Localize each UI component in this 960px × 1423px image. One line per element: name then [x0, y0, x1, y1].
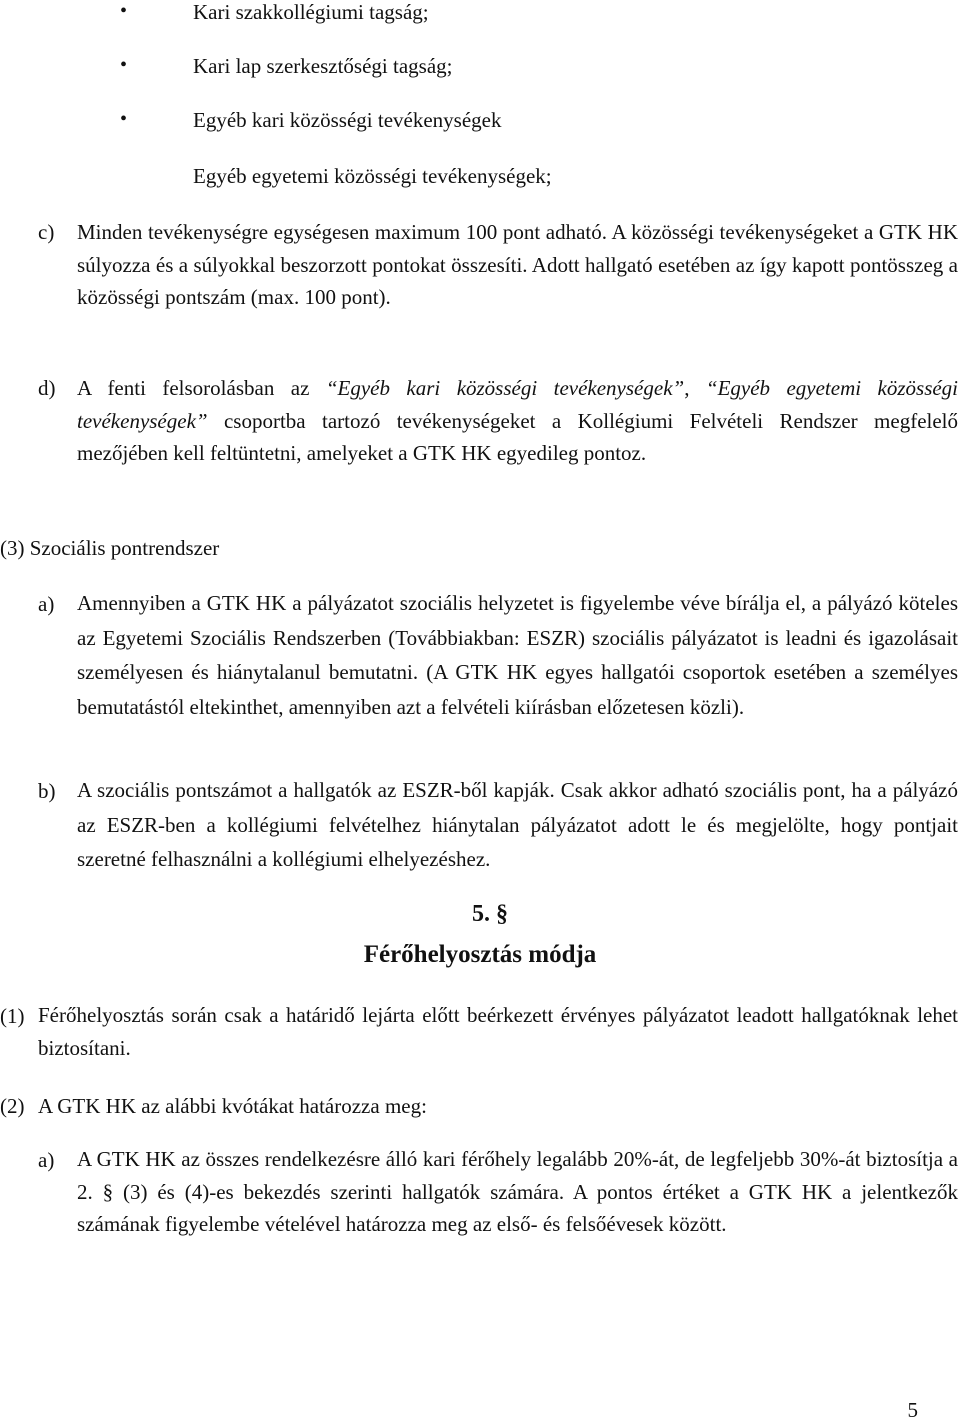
list-item-text: Egyéb egyetemi közösségi tevékenységek; [193, 164, 552, 188]
bullet-marker: • [120, 54, 128, 76]
list-item-text: Egyéb kari közösségi tevékenységek [193, 108, 502, 132]
item-d-text: A fenti felsorolásban az “Egyéb kari közösségi tevékenységek”, “Egyéb egyetemi közösségi tevékenységek” csoportba tartozó tevékenységeket a Kollégiumi Felvételi Rendszer megfelelő mezőjében kell feltüntetni, amelyeket a GTK HK egyedileg pontoz. [77, 376, 959, 466]
item-c-text: Minden tevékenységre egységesen maximum 100 pont adható. A közösségi tevékenységeket a GTK HK súlyozza és a súlyokkal beszorzott pontokat összesíti. Adott hallgató esetében az így kapott pontösszeg a közösségi pontszám (max. 100 pont). [77, 220, 958, 310]
paragraph-1-text: Férőhelyosztás során csak a határidő lejárta előtt beérkezett érvényes pályázatot leadott hallgatóknak lehet biztosítani. [38, 1003, 958, 1060]
italic-quote: “Egyéb egyetemi közösségi tevékenységek” [77, 376, 959, 433]
item-a-text: Amennyiben a GTK HK a pályázatot szociális helyzetet is figyelembe véve bírálja el, a pályázó köteles az Egyetemi Szociális Rendszerben (Továbbiakban: ESZR) szociális pályázatot is leadni és igazolásait személyesen és hiánytalanul bemutatni. (A GTK HK egyes hallgatói csoportok esetében a személyes bemutatástól eltekinthet, amennyiben azt a felvételi kiírásban előzetesen közli). [77, 591, 958, 719]
list-item-text: Kari lap szerkesztőségi tagság; [193, 54, 453, 78]
item-a-label: a) [38, 592, 55, 616]
paragraph-2-text: A GTK HK az alábbi kvótákat határozza meg: [38, 1094, 427, 1118]
paragraph-2-label: (2) [0, 1094, 25, 1118]
section-title: Férőhelyosztás módja [363, 941, 597, 968]
section-number: 5. § [472, 901, 508, 927]
list-item [0, 108, 960, 138]
item-a-label: a) [38, 1148, 55, 1172]
item-c-label: c) [38, 220, 55, 244]
item-b-label: b) [38, 779, 56, 803]
item-a-text: A GTK HK az összes rendelkezésre álló kari férőhely legalább 20%-át, de legfeljebb 30%-át biztosítja a 2. § (3) és (4)-es bekezdés szerinti hallgatók számára. A pontos értéket a GTK HK a jelentkezők számának figyelembe vételével határozza meg az első- és felsőévesek között. [77, 1147, 958, 1237]
italic-quote: “Egyéb kari közösségi tevékenységek” [325, 376, 685, 400]
bullet-marker: • [120, 0, 128, 22]
list-item-text: Kari szakkollégiumi tagság; [193, 0, 429, 24]
section-3-title: (3) Szociális pontrendszer [0, 536, 220, 560]
item-b-text: A szociális pontszámot a hallgatók az ESZR-ből kapják. Csak akkor adható szociális pont, ha a pályázó az ESZR-ben a kollégiumi felvételhez hiánytalan pályázatot adott le és megjelölte, hogy pontjait szeretné felhasználni a kollégiumi elhelyezéshez. [77, 778, 958, 872]
page-number: 5 [907, 1398, 918, 1422]
bullet-marker: • [120, 108, 128, 130]
list-item [0, 54, 960, 84]
paragraph-1-label: (1) [0, 1004, 25, 1028]
item-d-label: d) [38, 376, 56, 400]
list-item [0, 0, 960, 30]
list-item [0, 164, 960, 194]
